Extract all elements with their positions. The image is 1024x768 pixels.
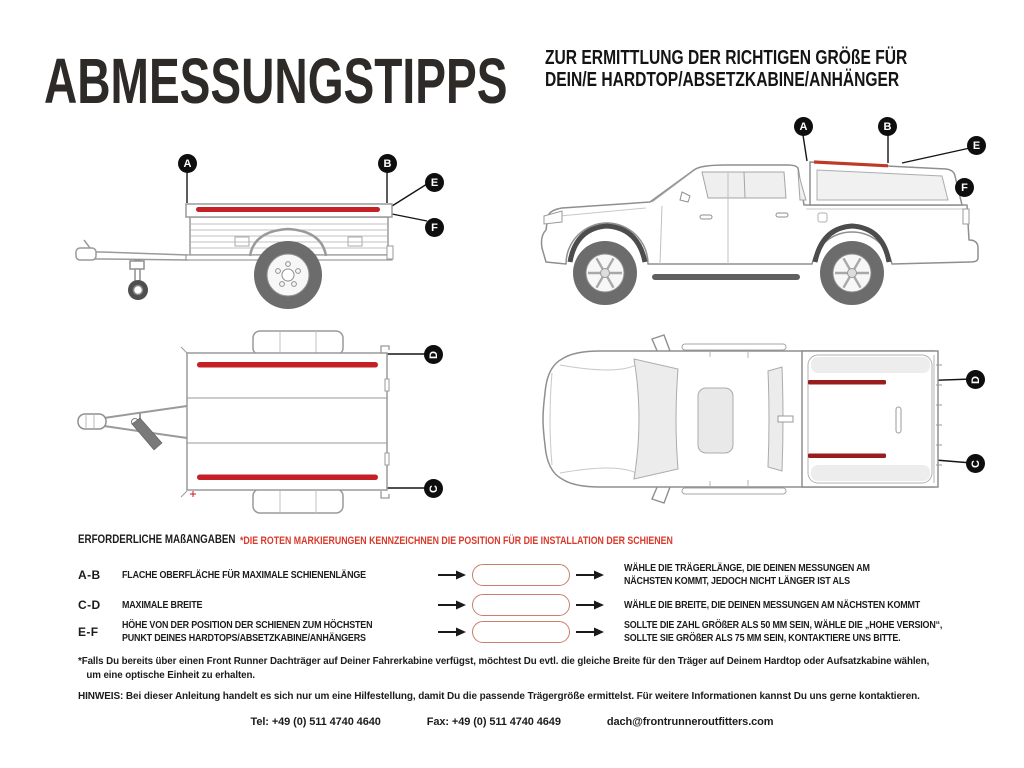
trailer-top-view-diagram	[40, 322, 470, 522]
trailer-side-view-diagram	[40, 120, 470, 320]
asterisk-footnote: *Falls Du bereits über einen Front Runner Dachträger auf Deiner Fahrerkabine verfügst, möchtest Du evtl. die gleiche Breite für den Träger auf Deinem Hardtop oder Aufsatzkabine wählen, um eine optische Einheit zu erhalten.	[78, 655, 930, 681]
trailer-top-illustration	[40, 322, 470, 522]
measurement-row-ef	[78, 619, 1024, 645]
truck-top-view-diagram	[530, 325, 1000, 525]
measurement-key-cd: C-D	[78, 598, 101, 612]
measurement-result-cd: WÄHLE DIE BREITE, DIE DEINEN MESSUNGEN AM NÄCHSTEN KOMMT	[624, 598, 921, 611]
measurement-desc-ab: FLACHE OBERFLÄCHE FÜR MAXIMALE SCHIENENLÄNGE	[122, 568, 366, 581]
truck-side-view-diagram	[530, 112, 1000, 312]
marker-b-truck-side: B	[878, 117, 897, 136]
marker-f-truck-side: F	[955, 178, 974, 197]
measurement-row-cd	[78, 594, 1024, 616]
marker-c-truck-top: C	[966, 454, 985, 473]
truck-top-illustration	[530, 325, 1000, 525]
contact-email: dach@frontrunneroutfitters.com	[606, 716, 774, 728]
measurement-desc-ef: HÖHE VON DER POSITION DER SCHIENEN ZUM HÖCHSTEN PUNKT DEINES HARDTOPS/ABSETZKABINE/ANHÄNGERS	[122, 619, 373, 644]
measurement-blank-cd[interactable]	[472, 594, 570, 616]
marker-a-truck-side: A	[794, 117, 813, 136]
marker-c-trailer-top: C	[424, 479, 443, 498]
arrow-right-icon	[438, 600, 466, 610]
marker-d-truck-top: D	[966, 370, 985, 389]
arrow-right-icon	[438, 570, 466, 580]
measurement-row-ab	[78, 562, 1024, 588]
measurement-key-ab: A-B	[78, 568, 101, 582]
marker-e-truck-side: E	[967, 136, 986, 155]
marker-d-trailer-top: D	[424, 345, 443, 364]
measurement-result-ab: WÄHLE DIE TRÄGERLÄNGE, DIE DEINEN MESSUNGEN AM NÄCHSTEN KOMMT, JEDOCH NICHT LÄNGER IST ALS	[624, 562, 870, 587]
marker-b-trailer-side: B	[378, 154, 397, 173]
rail-marking-trailer-top-2	[197, 475, 378, 481]
arrow-right-icon	[576, 627, 604, 637]
measurement-result-ef: SOLLTE DIE ZAHL GRÖßER ALS 50 MM SEIN, WÄHLE DIE „HOHE VERSION“, SOLLTE SIE GRÖßER ALS 75 MM SEIN, KONTAKTIERE UNS BITTE.	[624, 619, 943, 644]
subtitle-line-1: ZUR ERMITTLUNG DER RICHTIGEN GRÖßE FÜR	[545, 47, 908, 69]
measurement-desc-cd: MAXIMALE BREITE	[122, 598, 203, 611]
red-markings-note: *DIE ROTEN MARKIERUNGEN KENNZEICHNEN DIE POSITION FÜR DIE INSTALLATION DER SCHIENEN	[240, 535, 673, 547]
arrow-right-icon	[576, 600, 604, 610]
contact-line	[0, 716, 1024, 728]
marker-f-trailer-side: F	[425, 218, 444, 237]
subtitle-line-2: DEIN/E HARDTOP/ABSETZKABINE/ANHÄNGER	[545, 69, 900, 91]
rail-marking-trailer-top-1	[197, 362, 378, 368]
measurement-key-ef: E-F	[78, 625, 99, 639]
page-subtitle	[545, 47, 1009, 91]
marker-e-trailer-side: E	[425, 173, 444, 192]
measurement-blank-ef[interactable]	[472, 621, 570, 643]
marker-a-trailer-side: A	[178, 154, 197, 173]
measurement-blank-ab[interactable]	[472, 564, 570, 586]
arrow-right-icon	[576, 570, 604, 580]
rail-marking-trailer-side	[196, 207, 380, 212]
contact-tel: Tel: +49 (0) 511 4740 4640	[250, 716, 381, 728]
truck-side-illustration	[530, 112, 1000, 312]
rail-marking-truck-top-2	[808, 454, 886, 459]
rail-marking-truck-top-1	[808, 380, 886, 385]
arrow-right-icon	[438, 627, 466, 637]
trailer-side-illustration	[40, 120, 470, 320]
measurements-heading: ERFORDERLICHE MAßANGABEN	[78, 534, 236, 546]
contact-fax: Fax: +49 (0) 511 4740 4649	[426, 716, 561, 728]
page-title: ABMESSUNGSTIPPS	[44, 45, 508, 117]
hinweis-note: HINWEIS: Bei dieser Anleitung handelt es sich nur um eine Hilfestellung, damit Du die passende Trägergröße ermittelst. Für weitere Informationen kannst Du uns gerne kontaktieren.	[78, 690, 920, 702]
